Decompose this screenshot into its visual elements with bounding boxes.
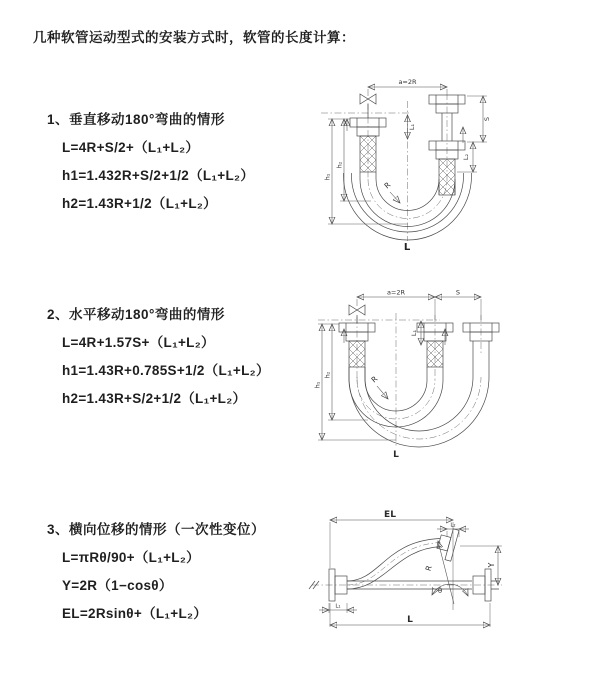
dim-a-2r	[368, 78, 447, 96]
length-label: L	[403, 242, 411, 253]
dim-a-2r-s	[357, 289, 481, 321]
dim-s-label: S	[455, 288, 461, 297]
dim-a-label: a=2R	[386, 288, 406, 297]
dim-l2-label: L₂	[450, 522, 456, 529]
section-2-formula-h2: h2=1.43R+S/2+1/2（L₁+L₂）	[62, 391, 247, 406]
dim-l1	[319, 603, 357, 613]
section-2-formula-h1: h1=1.43R+0.785S+1/2（L₁+L₂）	[62, 363, 270, 378]
radius-annotation	[370, 374, 388, 399]
radius-label: R	[369, 374, 380, 385]
section-2-heading: 2、水平移动180°弯曲的情形	[47, 307, 225, 322]
length-label: L	[393, 450, 399, 460]
dim-el	[330, 510, 456, 610]
dim-a-label: a=2R	[398, 78, 417, 86]
dim-y	[460, 546, 502, 585]
section-3-formula-EL: EL=2Rsinθ+（L₁+L₂）	[62, 606, 208, 621]
dim-l1	[408, 115, 417, 139]
dim-l1-label: L₁	[408, 123, 416, 131]
hose-u-bend	[349, 349, 489, 447]
section-1-heading: 1、垂直移动180°弯曲的情形	[47, 112, 225, 127]
dim-l-label: L	[407, 615, 413, 625]
dim-el-label: EL	[384, 510, 396, 520]
dim-l1-label: L₁	[410, 329, 418, 337]
section-3-formula-L: L=πRθ/90+（L₁+L₂）	[62, 550, 200, 565]
diagram-vertical-180-bend	[313, 73, 548, 258]
dim-h1-label: h₁	[323, 173, 332, 181]
diagram-lateral-displacement	[300, 505, 600, 650]
dim-s-l2	[457, 96, 491, 172]
hose-s-curve	[347, 539, 441, 590]
dim-h2-label: h₂	[335, 161, 344, 169]
valve-icon	[349, 305, 365, 323]
angle-annotation	[432, 584, 468, 596]
radius-label: R	[423, 564, 434, 573]
dim-l	[330, 603, 490, 627]
section-1-formula-h1: h1=1.432R+S/2+1/2（L₁+L₂）	[62, 168, 255, 183]
dim-y-label: Y	[487, 562, 496, 568]
dim-l1-label: L₁	[335, 603, 341, 610]
dim-h2-label: h₂	[323, 371, 332, 379]
dim-l2-label: L₂	[462, 153, 470, 161]
dim-s-label: S	[483, 116, 491, 122]
diagram-horizontal-180-bend	[308, 285, 563, 465]
page-title: 几种软管运动型式的安装方式时，软管的长度计算：	[33, 30, 355, 45]
dim-h1-h2	[314, 324, 397, 440]
dim-h1-label: h₁	[313, 381, 322, 389]
section-1-formula-h2: h2=1.43R+1/2（L₁+L₂）	[62, 196, 217, 211]
radius-annotation	[383, 180, 400, 203]
section-1-formula-L: L=4R+S/2+（L₁+L₂）	[62, 140, 200, 155]
dim-l1	[410, 321, 421, 345]
valve-icon	[360, 94, 376, 118]
section-3-formula-Y: Y=2R（1−cosθ）	[62, 578, 173, 593]
section-2-formula-L: L=4R+1.57S+（L₁+L₂）	[62, 335, 215, 350]
section-3-heading: 3、横向位移的情形（一次性变位）	[47, 522, 266, 537]
radius-label: R	[382, 180, 393, 191]
angle-theta-label: θ	[437, 587, 443, 595]
